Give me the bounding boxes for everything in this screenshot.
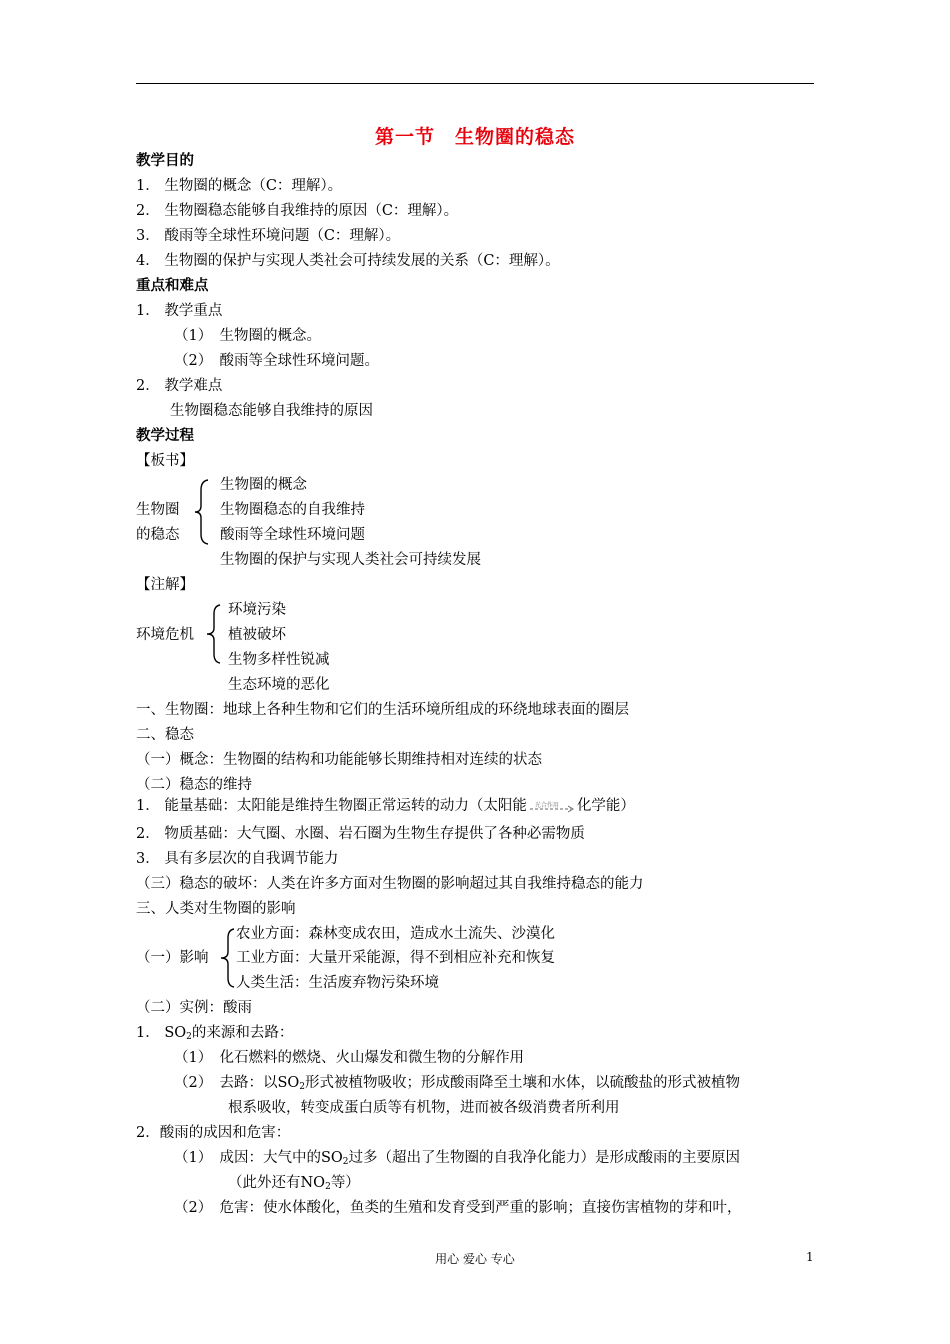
page-number: 1 [806, 1250, 814, 1264]
section-homeostasis: 二、稳态 [136, 727, 194, 743]
so2-fate [174, 1073, 740, 1097]
objective-item: 4． 生物圈的保护与实现人类社会可持续发展的关系（C：理解）。 [136, 253, 560, 269]
acid-rain-cause-continued [228, 1173, 360, 1197]
board-label: 【板书】 [136, 453, 194, 469]
photosynthesis-arrow [527, 798, 577, 812]
so2-fate-suffix: 形式被植物吸收；形成酸雨降至土壤和水体，以硫酸盐的形式被植物 [305, 1075, 741, 1091]
self-regulation: 3． 具有多层次的自我调节能力 [136, 851, 339, 867]
note-item: 植被破坏 [228, 627, 286, 643]
section-human-impact: 三、人类对生物圈的影响 [136, 901, 296, 917]
focus-item: （1） 生物圈的概念。 [174, 328, 321, 344]
process-heading: 教学过程 [136, 427, 194, 444]
board-left-label: 生物圈 [136, 502, 180, 518]
focus-item: （2） 酸雨等全球性环境问题。 [174, 353, 379, 369]
objective-item: 1． 生物圈的概念（C：理解）。 [136, 178, 343, 194]
acid-cause-cont-suffix: 等） [330, 1175, 360, 1191]
example-acid-rain: （二）实例：酸雨 [136, 1000, 252, 1016]
acid-cause-suffix: 过多（超出了生物圈的自我净化能力）是形成酸雨的主要原因 [348, 1150, 741, 1166]
board-item: 生物圈的概念 [220, 477, 307, 493]
board-left-label: 的稳态 [136, 527, 180, 543]
energy-basis [136, 796, 635, 816]
section-biosphere: 一、生物圈：地球上各种生物和它们的生活环境所组成的环绕地球表面的圈层 [136, 702, 629, 718]
note-brace-icon [204, 603, 224, 665]
footer-text: 用心 爱心 专心 [435, 1252, 515, 1266]
so2-fate-continued: 根系吸收，转变成蛋白质等有机物，进而被各级消费者所利用 [228, 1100, 620, 1116]
note-item: 生态环境的恶化 [228, 677, 330, 693]
acid-cause-prefix: （1） 成因：大气中的SO [174, 1150, 343, 1166]
acid-rain-cause [174, 1148, 740, 1172]
so2-source: （1） 化石燃料的燃烧、火山爆发和微生物的分解作用 [174, 1050, 524, 1066]
subscript: 2 [186, 1032, 192, 1042]
so2-heading [136, 1023, 293, 1047]
energy-basis-text: 1． 能量基础：太阳能是维持生物圈正常运转的动力（太阳能 [136, 798, 527, 814]
impact-item: 工业方面：大量开采能源，得不到相应补充和恢复 [236, 950, 555, 966]
subscript: 2 [342, 1157, 349, 1167]
homeostasis-destruction: （三）稳态的破坏：人类在许多方面对生物圈的影响超过其自我维持稳态的能力 [136, 876, 644, 892]
board-item: 生物圈的保护与实现人类社会可持续发展 [220, 552, 481, 568]
so2-prefix: 1． SO [136, 1025, 187, 1041]
note-item: 环境污染 [228, 602, 286, 618]
subscript: 2 [299, 1082, 306, 1092]
right-arrow-icon [529, 805, 575, 813]
so2-fate-prefix: （2） 去路：以SO [174, 1075, 300, 1091]
page-title: 第一节 生物圈的稳态 [374, 126, 575, 148]
impact-item: 人类生活：生活废弃物污染环境 [236, 975, 439, 991]
objective-item: 2． 生物圈稳态能够自我维持的原因（C：理解）。 [136, 203, 459, 219]
acid-rain-heading: 2．酸雨的成因和危害： [136, 1125, 291, 1141]
objective-item: 3． 酸雨等全球性环境问题（C：理解）。 [136, 228, 401, 244]
so2-suffix: 的来源和去路： [191, 1025, 294, 1041]
note-label: 【注解】 [136, 577, 194, 593]
note-left-label: 环境危机 [136, 627, 194, 643]
material-basis: 2． 物质基础：大气圈、水圈、岩石圈为生物生存提供了各种必需物质 [136, 826, 585, 842]
subscript: 2 [325, 1182, 331, 1192]
energy-basis-tail: 化学能） [576, 798, 635, 814]
board-item: 酸雨等全球性环境问题 [220, 527, 365, 543]
note-item: 生物多样性锐减 [228, 652, 330, 668]
difficulty-text: 生物圈稳态能够自我维持的原因 [170, 403, 373, 419]
acid-cause-cont-prefix: （此外还有NO [228, 1175, 326, 1191]
impact-label: （一）影响 [136, 950, 209, 966]
board-brace-icon [192, 478, 212, 546]
difficulty-label: 2． 教学难点 [136, 378, 223, 394]
key-points-heading: 重点和难点 [136, 277, 209, 294]
homeostasis-concept: （一）概念：生物圈的结构和功能能够长期维持相对连续的状态 [136, 752, 542, 768]
objectives-heading: 教学目的 [136, 152, 194, 169]
homeostasis-maintenance: （二）稳态的维持 [136, 777, 252, 793]
arrow-label: 光合作用 [534, 802, 559, 809]
impact-brace-icon [218, 927, 238, 989]
impact-item: 农业方面：森林变成农田，造成水土流失、沙漠化 [236, 926, 555, 942]
board-item: 生物圈稳态的自我维持 [220, 502, 365, 518]
acid-rain-harm: （2） 危害：使水体酸化，鱼类的生殖和发育受到严重的影响；直接伤害植物的芽和叶， [174, 1200, 742, 1216]
focus-label: 1． 教学重点 [136, 303, 223, 319]
header-rule [136, 83, 814, 84]
